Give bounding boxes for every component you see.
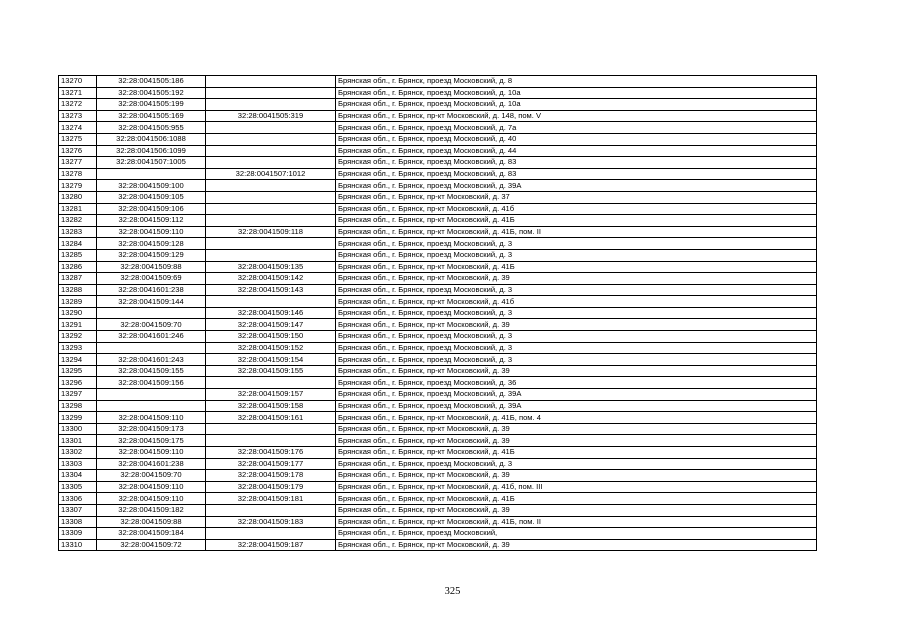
cadastral-register-table [58,75,817,551]
table-row [59,122,817,134]
object-cadastral-number-cell: 32:28:0041507:1012 [206,168,336,180]
row-number-cell: 13281 [59,203,97,215]
row-number-cell: 13297 [59,389,97,401]
address-cell: Брянская обл., г. Брянск, проезд Московский, д. 3 [336,342,817,354]
object-cadastral-number-cell [206,249,336,261]
row-number-cell: 13307 [59,504,97,516]
object-cadastral-number-cell: 32:28:0041509:177 [206,458,336,470]
object-cadastral-number-cell: 32:28:0041509:176 [206,447,336,459]
table-row [59,307,817,319]
table-row [59,110,817,122]
cadastral-number-cell: 32:28:0041509:88 [97,516,206,528]
cadastral-number-cell: 32:28:0041505:955 [97,122,206,134]
address-cell: Брянская обл., г. Брянск, проезд Московский, д. 8 [336,76,817,88]
address-cell: Брянская обл., г. Брянск, пр-кт Московский, д. 148, пом. V [336,110,817,122]
address-cell: Брянская обл., г. Брянск, проезд Московский, д. 40 [336,133,817,145]
address-cell: Брянская обл., г. Брянск, пр-кт Московский, д. 41Б [336,215,817,227]
table-row [59,516,817,528]
cadastral-number-cell [97,307,206,319]
cadastral-number-cell: 32:28:0041509:184 [97,528,206,540]
row-number-cell: 13280 [59,191,97,203]
cadastral-number-cell: 32:28:0041509:110 [97,226,206,238]
table-row [59,284,817,296]
row-number-cell: 13295 [59,365,97,377]
row-number-cell: 13292 [59,331,97,343]
cadastral-number-cell: 32:28:0041509:70 [97,470,206,482]
cadastral-number-cell: 32:28:0041509:110 [97,412,206,424]
cadastral-number-cell: 32:28:0041509:105 [97,191,206,203]
address-cell: Брянская обл., г. Брянск, пр-кт Московский, д. 41Б [336,493,817,505]
cadastral-number-cell: 32:28:0041505:186 [97,76,206,88]
cadastral-number-cell: 32:28:0041509:70 [97,319,206,331]
object-cadastral-number-cell: 32:28:0041509:178 [206,470,336,482]
row-number-cell: 13302 [59,447,97,459]
row-number-cell: 13285 [59,249,97,261]
address-cell: Брянская обл., г. Брянск, пр-кт Московский, д. 41Б [336,447,817,459]
address-cell: Брянская обл., г. Брянск, пр-кт Московский, д. 39 [336,539,817,551]
row-number-cell: 13282 [59,215,97,227]
table-row [59,400,817,412]
cadastral-number-cell: 32:28:0041506:1099 [97,145,206,157]
address-cell: Брянская обл., г. Брянск, проезд Московский, д. 44 [336,145,817,157]
cadastral-number-cell: 32:28:0041601:246 [97,331,206,343]
object-cadastral-number-cell [206,133,336,145]
cadastral-number-cell: 32:28:0041505:199 [97,99,206,111]
row-number-cell: 13299 [59,412,97,424]
address-cell: Брянская обл., г. Брянск, проезд Московский, [336,528,817,540]
cadastral-number-cell: 32:28:0041509:110 [97,493,206,505]
object-cadastral-number-cell: 32:28:0041509:183 [206,516,336,528]
object-cadastral-number-cell [206,87,336,99]
cadastral-number-cell: 32:28:0041509:173 [97,423,206,435]
address-cell: Брянская обл., г. Брянск, проезд Московский, д. 83 [336,157,817,169]
cadastral-number-cell: 32:28:0041509:106 [97,203,206,215]
table-row [59,342,817,354]
address-cell: Брянская обл., г. Брянск, пр-кт Московский, д. 41б [336,203,817,215]
cadastral-number-cell: 32:28:0041509:88 [97,261,206,273]
address-cell: Брянская обл., г. Брянск, пр-кт Московский, д. 39 [336,319,817,331]
cadastral-number-cell: 32:28:0041509:72 [97,539,206,551]
row-number-cell: 13271 [59,87,97,99]
row-number-cell: 13284 [59,238,97,250]
object-cadastral-number-cell: 32:28:0041509:161 [206,412,336,424]
object-cadastral-number-cell [206,238,336,250]
table-row [59,458,817,470]
table-row [59,249,817,261]
cadastral-number-cell: 32:28:0041601:238 [97,284,206,296]
table-row [59,331,817,343]
cadastral-number-cell: 32:28:0041505:192 [97,87,206,99]
table-row [59,447,817,459]
object-cadastral-number-cell [206,296,336,308]
cadastral-number-cell: 32:28:0041509:128 [97,238,206,250]
table-row [59,157,817,169]
row-number-cell: 13289 [59,296,97,308]
cadastral-number-cell: 32:28:0041509:175 [97,435,206,447]
table-row [59,319,817,331]
object-cadastral-number-cell: 32:28:0041509:150 [206,331,336,343]
table-row [59,99,817,111]
table-row [59,76,817,88]
table-row [59,145,817,157]
object-cadastral-number-cell: 32:28:0041509:152 [206,342,336,354]
row-number-cell: 13309 [59,528,97,540]
object-cadastral-number-cell [206,145,336,157]
table-row [59,435,817,447]
row-number-cell: 13273 [59,110,97,122]
row-number-cell: 13308 [59,516,97,528]
table-row [59,296,817,308]
object-cadastral-number-cell [206,157,336,169]
row-number-cell: 13303 [59,458,97,470]
row-number-cell: 13286 [59,261,97,273]
table-row [59,470,817,482]
object-cadastral-number-cell [206,435,336,447]
table-row [59,493,817,505]
address-cell: Брянская обл., г. Брянск, пр-кт Московский, д. 41б, пом. III [336,481,817,493]
cadastral-number-cell: 32:28:0041509:112 [97,215,206,227]
address-cell: Брянская обл., г. Брянск, пр-кт Московский, д. 41Б [336,261,817,273]
address-cell: Брянская обл., г. Брянск, проезд Московский, д. 3 [336,249,817,261]
cadastral-number-cell [97,400,206,412]
register-table-body [59,76,817,551]
address-cell: Брянская обл., г. Брянск, пр-кт Московский, д. 39 [336,470,817,482]
cadastral-number-cell: 32:28:0041505:169 [97,110,206,122]
cadastral-number-cell: 32:28:0041507:1005 [97,157,206,169]
row-number-cell: 13305 [59,481,97,493]
row-number-cell: 13300 [59,423,97,435]
address-cell: Брянская обл., г. Брянск, пр-кт Московский, д. 41Б, пом. II [336,226,817,238]
row-number-cell: 13283 [59,226,97,238]
object-cadastral-number-cell [206,203,336,215]
address-cell: Брянская обл., г. Брянск, проезд Московский, д. 3 [336,331,817,343]
object-cadastral-number-cell: 32:28:0041509:146 [206,307,336,319]
table-row [59,539,817,551]
address-cell: Брянская обл., г. Брянск, проезд Московский, д. 10а [336,87,817,99]
row-number-cell: 13287 [59,273,97,285]
table-row [59,238,817,250]
object-cadastral-number-cell [206,122,336,134]
address-cell: Брянская обл., г. Брянск, проезд Московский, д. 3 [336,354,817,366]
row-number-cell: 13276 [59,145,97,157]
address-cell: Брянская обл., г. Брянск, пр-кт Московский, д. 39 [336,365,817,377]
row-number-cell: 13279 [59,180,97,192]
address-cell: Брянская обл., г. Брянск, проезд Московский, д. 3 [336,238,817,250]
object-cadastral-number-cell [206,377,336,389]
address-cell: Брянская обл., г. Брянск, проезд Московский, д. 10а [336,99,817,111]
table-row [59,191,817,203]
cadastral-number-cell: 32:28:0041509:110 [97,481,206,493]
row-number-cell: 13291 [59,319,97,331]
object-cadastral-number-cell: 32:28:0041509:154 [206,354,336,366]
address-cell: Брянская обл., г. Брянск, пр-кт Московский, д. 41б [336,296,817,308]
object-cadastral-number-cell [206,528,336,540]
table-row [59,528,817,540]
cadastral-number-cell: 32:28:0041509:182 [97,504,206,516]
cadastral-number-cell: 32:28:0041509:100 [97,180,206,192]
object-cadastral-number-cell: 32:28:0041509:181 [206,493,336,505]
row-number-cell: 13270 [59,76,97,88]
object-cadastral-number-cell: 32:28:0041509:157 [206,389,336,401]
table-row [59,133,817,145]
object-cadastral-number-cell [206,180,336,192]
row-number-cell: 13304 [59,470,97,482]
cadastral-number-cell: 32:28:0041509:144 [97,296,206,308]
object-cadastral-number-cell: 32:28:0041509:118 [206,226,336,238]
object-cadastral-number-cell [206,423,336,435]
row-number-cell: 13277 [59,157,97,169]
object-cadastral-number-cell [206,191,336,203]
object-cadastral-number-cell: 32:28:0041509:143 [206,284,336,296]
address-cell: Брянская обл., г. Брянск, пр-кт Московский, д. 37 [336,191,817,203]
cadastral-number-cell [97,389,206,401]
table-row [59,168,817,180]
cadastral-number-cell: 32:28:0041509:69 [97,273,206,285]
row-number-cell: 13306 [59,493,97,505]
table-row [59,365,817,377]
row-number-cell: 13288 [59,284,97,296]
row-number-cell: 13272 [59,99,97,111]
cadastral-number-cell: 32:28:0041509:156 [97,377,206,389]
row-number-cell: 13275 [59,133,97,145]
address-cell: Брянская обл., г. Брянск, пр-кт Московский, д. 41Б, пом. 4 [336,412,817,424]
cadastral-number-cell: 32:28:0041601:243 [97,354,206,366]
page-number: 325 [444,586,461,597]
row-number-cell: 13296 [59,377,97,389]
object-cadastral-number-cell [206,99,336,111]
table-row [59,389,817,401]
object-cadastral-number-cell: 32:28:0041509:135 [206,261,336,273]
table-row [59,273,817,285]
object-cadastral-number-cell [206,504,336,516]
row-number-cell: 13274 [59,122,97,134]
table-row [59,203,817,215]
address-cell: Брянская обл., г. Брянск, проезд Московский, д. 39А [336,180,817,192]
address-cell: Брянская обл., г. Брянск, проезд Московский, д. 36 [336,377,817,389]
table-row [59,215,817,227]
address-cell: Брянская обл., г. Брянск, проезд Московский, д. 83 [336,168,817,180]
object-cadastral-number-cell: 32:28:0041509:147 [206,319,336,331]
row-number-cell: 13310 [59,539,97,551]
object-cadastral-number-cell: 32:28:0041509:158 [206,400,336,412]
object-cadastral-number-cell [206,76,336,88]
row-number-cell: 13294 [59,354,97,366]
cadastral-number-cell: 32:28:0041509:155 [97,365,206,377]
address-cell: Брянская обл., г. Брянск, проезд Московский, д. 39А [336,389,817,401]
address-cell: Брянская обл., г. Брянск, проезд Московский, д. 3 [336,307,817,319]
address-cell: Брянская обл., г. Брянск, проезд Московский, д. 3 [336,284,817,296]
object-cadastral-number-cell: 32:28:0041509:155 [206,365,336,377]
address-cell: Брянская обл., г. Брянск, проезд Московский, д. 3 [336,458,817,470]
object-cadastral-number-cell: 32:28:0041505:319 [206,110,336,122]
cadastral-number-cell: 32:28:0041509:129 [97,249,206,261]
cadastral-number-cell: 32:28:0041506:1088 [97,133,206,145]
table-row [59,412,817,424]
table-row [59,423,817,435]
address-cell: Брянская обл., г. Брянск, пр-кт Московский, д. 39 [336,435,817,447]
cadastral-number-cell [97,342,206,354]
object-cadastral-number-cell: 32:28:0041509:179 [206,481,336,493]
object-cadastral-number-cell: 32:28:0041509:142 [206,273,336,285]
cadastral-number-cell: 32:28:0041509:110 [97,447,206,459]
table-row [59,504,817,516]
table-row [59,87,817,99]
object-cadastral-number-cell [206,215,336,227]
cadastral-number-cell: 32:28:0041601:238 [97,458,206,470]
row-number-cell: 13301 [59,435,97,447]
address-cell: Брянская обл., г. Брянск, пр-кт Московский, д. 39 [336,423,817,435]
address-cell: Брянская обл., г. Брянск, пр-кт Московский, д. 39 [336,273,817,285]
address-cell: Брянская обл., г. Брянск, проезд Московский, д. 39А [336,400,817,412]
table-row [59,481,817,493]
table-row [59,261,817,273]
row-number-cell: 13293 [59,342,97,354]
table-row [59,226,817,238]
address-cell: Брянская обл., г. Брянск, пр-кт Московский, д. 41Б, пом. II [336,516,817,528]
address-cell: Брянская обл., г. Брянск, проезд Московский, д. 7а [336,122,817,134]
cadastral-number-cell [97,168,206,180]
row-number-cell: 13278 [59,168,97,180]
table-row [59,377,817,389]
table-row [59,180,817,192]
table-row [59,354,817,366]
row-number-cell: 13290 [59,307,97,319]
row-number-cell: 13298 [59,400,97,412]
address-cell: Брянская обл., г. Брянск, пр-кт Московский, д. 39 [336,504,817,516]
object-cadastral-number-cell: 32:28:0041509:187 [206,539,336,551]
